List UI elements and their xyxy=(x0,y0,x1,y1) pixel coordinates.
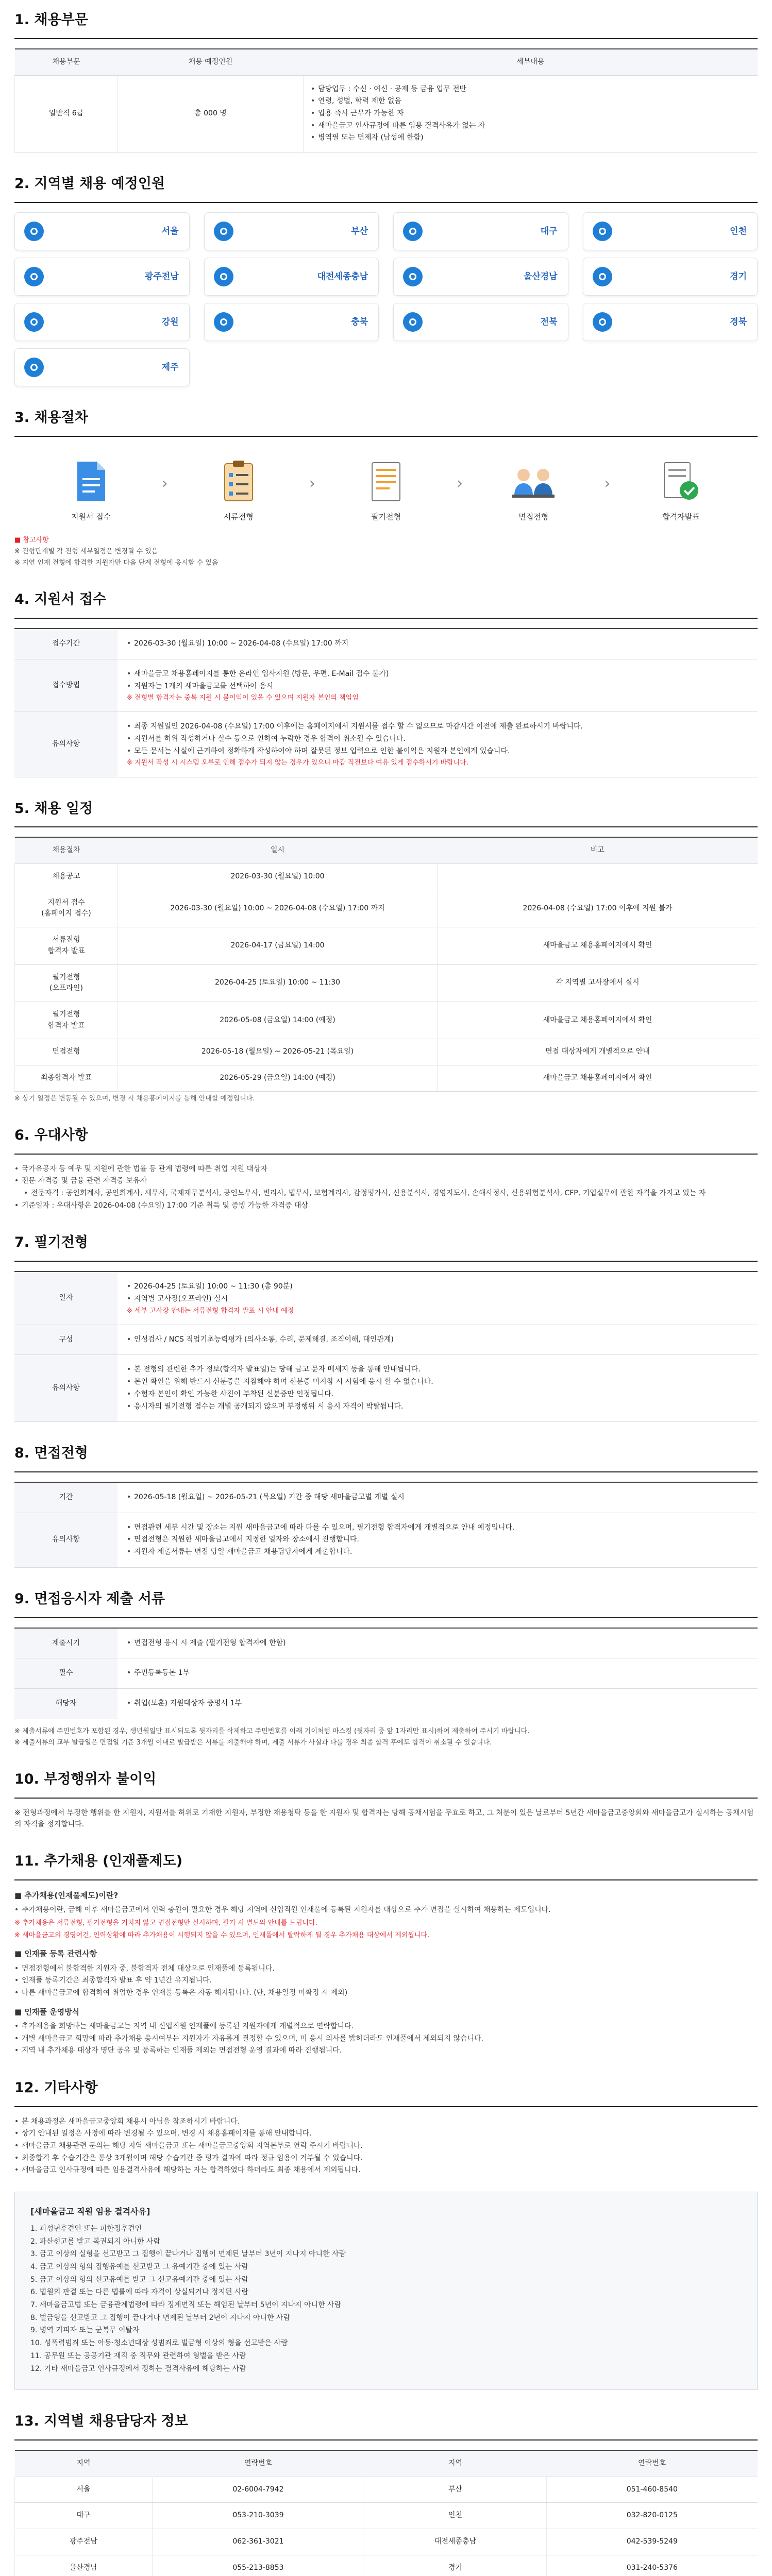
phone-cell: 053-210-3039 xyxy=(152,2503,364,2529)
region-card[interactable] xyxy=(393,303,568,341)
list-item: • 본인 확인을 위해 반드시 신분증을 지참해야 하며 신분증 미지참 시 시험에 응시 할 수 없습니다. xyxy=(127,1377,748,1388)
section-title: 1. 채용부문 xyxy=(14,9,758,39)
note-text: ※ 제출서류의 교부 발급일은 면접일 기준 3개월 이내로 발급받은 서류를 제출해야 하며, 제출 서류가 사실과 다를 경우 최종 합격 후에도 합격이 취소될 수 있습니다. xyxy=(14,1738,492,1747)
chevron-right-icon: › xyxy=(309,474,315,493)
list-item: • 2026-04-25 (토요일) 10:00 ~ 11:30 (총 90분) xyxy=(127,1281,748,1293)
preference-list xyxy=(14,1164,758,1212)
list-item: • 모든 문서는 사실에 근거하여 정확하게 작성하여야 하며 잘못된 정보 입력으로 인한 불이익은 지원자 본인에게 있습니다. xyxy=(127,746,748,757)
list-item: 10. 성폭력범죄 또는 아동·청소년대상 성범죄로 벌금형 이상의 형을 선고받은 사람 xyxy=(30,2339,288,2348)
section-title: 2. 지역별 채용 예정인원 xyxy=(14,173,758,203)
section-title: 5. 채용 일정 xyxy=(14,798,758,828)
region-cell: 대전세종충남 xyxy=(364,2529,547,2555)
region-name: 울산경남 xyxy=(523,271,558,282)
list-item: • 새마을금고 인사규정에 따른 임용결격사유에 해당하는 자는 합격하였다 하더라도 최종 채용에서 제외됩니다. xyxy=(14,2165,758,2176)
list-item: • 새마을금고 채용홈페이지를 통한 온라인 입사지원 (방문, 우편, E-Mail 접수 불가) xyxy=(127,669,748,680)
note-cell: 2026-04-08 (수요일) 17:00 이후에 지원 불가 xyxy=(438,890,758,927)
location-pin-icon xyxy=(24,358,44,377)
section-written xyxy=(14,1232,758,1422)
table-row xyxy=(14,1658,758,1689)
table-row xyxy=(15,2555,758,2576)
list-item: • 추가채용이란, 금해 이후 새마을금고에서 인력 충원이 필요한 경우 해당 지역에 신입직원 인재풀에 등록된 지원자를 대상으로 추가 면접을 실시하여 채용하는 제도입니다. xyxy=(14,1905,758,1916)
note-text: ※ 추가채용은 서류전형, 필기전형을 거치지 않고 면접전형만 실시하며, 필기 시 별도의 안내를 드립니다. xyxy=(14,1919,317,1927)
details-cell xyxy=(304,75,758,152)
section-title: 11. 추가채용 (인재풀제도) xyxy=(14,1851,758,1880)
section-misconduct xyxy=(14,1769,758,1830)
table-row xyxy=(15,1065,758,1091)
row-value xyxy=(118,1628,758,1658)
location-pin-icon xyxy=(214,222,233,241)
list-item: • 면접전형은 지원한 새마을금고에서 지정한 일자와 장소에서 진행합니다. xyxy=(127,1534,748,1546)
col-header: 채용부문 xyxy=(15,49,118,75)
section-title: 7. 필기전형 xyxy=(14,1232,758,1262)
table-row xyxy=(15,2503,758,2529)
section-title: 13. 지역별 채용담당자 정보 xyxy=(14,2411,758,2441)
region-name: 경기 xyxy=(730,271,747,282)
phone-cell: 032-820-0125 xyxy=(546,2503,758,2529)
col-header: 지역 xyxy=(15,2450,153,2477)
row-label: 기간 xyxy=(14,1482,118,1513)
step-label: 필기전형 xyxy=(371,512,401,521)
col-header: 일시 xyxy=(118,837,438,863)
date-note: ※ 세부 고사장 안내는 서류전형 합격자 발표 시 안내 예정 xyxy=(127,1307,294,1315)
etc-list xyxy=(14,2116,758,2176)
section-title: 9. 면접응시자 제출 서류 xyxy=(14,1588,758,1618)
region-card[interactable] xyxy=(583,303,758,341)
list-item: • 면접관련 세부 시간 및 장소는 지원 새마을금고에 따라 다를 수 있으며, 필기전형 합격자에게 개별적으로 안내 예정입니다. xyxy=(127,1522,748,1534)
date-cell: 2026-03-30 (월요일) 10:00 xyxy=(118,864,438,890)
row-label: 해당자 xyxy=(14,1689,118,1719)
period-value: • 2026-03-30 (월요일) 10:00 ~ 2026-04-08 (수요일) 17:00 까지 xyxy=(127,638,748,650)
note-heading: ■ 참고사항 xyxy=(14,536,49,544)
step-interview xyxy=(492,456,575,523)
chevron-right-icon: › xyxy=(161,474,168,493)
list-item: • 지원자 제출서류는 면접 당일 새마을금고 채용담당자에게 제출합니다. xyxy=(127,1547,748,1558)
date-cell: 2026-03-30 (월요일) 10:00 ~ 2026-04-08 (수요일) 17:00 까지 xyxy=(118,890,438,927)
region-name: 대구 xyxy=(540,226,558,236)
step-cell: 지원서 접수 (홈페이지 접수) xyxy=(15,890,118,927)
note-cell: 새마을금고 채용홈페이지에서 확인 xyxy=(438,1065,758,1091)
row-label: 접수기간 xyxy=(14,629,118,659)
note-cell: 새마을금고 채용홈페이지에서 확인 xyxy=(438,1002,758,1039)
list-item: • 최종합격 후 수습기간은 통상 3개월이며 해당 수습기간 중 평가 결과에 따라 정규 임용이 거부될 수 있습니다. xyxy=(14,2153,758,2164)
location-pin-icon xyxy=(214,267,233,286)
region-card[interactable] xyxy=(204,212,379,250)
step-label: 합격자발표 xyxy=(662,512,700,521)
caution-cell xyxy=(118,1355,758,1422)
list-item: • 지원서를 허위 작성하거나 실수 등으로 인하여 누락한 경우 합격이 취소될 수 있습니다. xyxy=(127,734,748,745)
table-row xyxy=(14,1355,758,1422)
talent-pool-body xyxy=(14,1890,758,2057)
region-cell: 광주전남 xyxy=(15,2529,153,2555)
row-label: 일자 xyxy=(14,1272,118,1325)
phone-cell: 02-6004-7942 xyxy=(152,2477,364,2503)
list-item: • 새마을금고 인사규정에 따른 임용 결격사유가 없는 자 xyxy=(311,121,750,132)
section-title: 10. 부정행위자 불이익 xyxy=(14,1769,758,1799)
location-pin-icon xyxy=(593,312,612,332)
list-item: • 개별 새마을금고 희망에 따라 추가채용 응시여부는 지원자가 자유롭게 결정할 수 있으며, 미 응시 의사를 밝히더라도 인재풀에서 제외되지 않습니다. xyxy=(14,2033,758,2045)
list-item: 1. 피성년후견인 또는 피한정후견인 xyxy=(30,2224,142,2233)
step-label: 지원서 접수 xyxy=(71,512,111,521)
list-item: • 인성검사 / NCS 직업기초능력평가 (의사소통, 수리, 문제해결, 조직이해, 대인관계) xyxy=(127,1334,748,1346)
table-row xyxy=(14,1628,758,1658)
location-pin-icon xyxy=(403,312,423,332)
region-cell: 부산 xyxy=(364,2477,547,2503)
table-row xyxy=(14,629,758,659)
region-name: 부산 xyxy=(351,226,368,236)
region-card[interactable] xyxy=(583,258,758,296)
table-row xyxy=(15,1002,758,1039)
table-row xyxy=(14,1482,758,1513)
list-item: • 지역 내 추가채용 대상자 명단 공유 및 등록하는 인재풀 제외는 면접전형 운영 결과에 따라 진행됩니다. xyxy=(14,2045,758,2057)
phone-cell: 055-213-8853 xyxy=(152,2555,364,2576)
list-item: • 본 채용과정은 새마을금고중앙회 채용시 아님을 참조하시기 바랍니다. xyxy=(14,2116,758,2128)
method-cell xyxy=(118,659,758,712)
table-row xyxy=(14,1272,758,1325)
list-item: 2. 파산선고를 받고 복권되지 아니한 사람 xyxy=(30,2237,160,2246)
section-etc xyxy=(14,2077,758,2390)
col-header: 연락번호 xyxy=(546,2450,758,2477)
location-pin-icon xyxy=(403,267,423,286)
contacts-table xyxy=(14,2450,758,2576)
disqualification-list xyxy=(30,2224,742,2375)
table-row xyxy=(15,2477,758,2503)
list-item: • 담당업무 : 수신 · 여신 · 공제 등 금융 업무 전반 xyxy=(311,84,750,95)
col-header: 비고 xyxy=(438,837,758,863)
interview-table xyxy=(14,1482,758,1568)
table-row xyxy=(15,1039,758,1065)
row-label: 유의사항 xyxy=(14,712,118,777)
table-row xyxy=(15,75,758,152)
list-item: 9. 병역 기피자 또는 군복무 이탈자 xyxy=(30,2326,140,2335)
table-row xyxy=(15,2529,758,2555)
region-card[interactable] xyxy=(393,258,568,296)
row-label: 유의사항 xyxy=(14,1355,118,1422)
phone-cell: 031-240-5376 xyxy=(546,2555,758,2576)
box-title: [새마을금고 직원 임용 결격사유] xyxy=(30,2207,150,2217)
region-cell: 대구 xyxy=(15,2503,153,2529)
caution-cell xyxy=(118,1513,758,1567)
accepted-icon xyxy=(656,456,706,506)
list-item: • 상기 안내된 일정은 사정에 따라 변경될 수 있으며, 변경 시 채용홈페이지를 통해 안내합니다. xyxy=(14,2128,758,2140)
table-row xyxy=(14,1325,758,1355)
section-title: 4. 지원서 접수 xyxy=(14,589,758,619)
location-pin-icon xyxy=(214,312,233,332)
step-label: 서류전형 xyxy=(223,512,254,521)
step-cell: 필기전형 합격자 발표 xyxy=(15,1002,118,1039)
list-item: • 지원자는 1개의 새마을금고를 선택하여 응시 xyxy=(127,681,748,692)
col-header: 지역 xyxy=(364,2450,547,2477)
comp-cell xyxy=(118,1325,758,1355)
document-icon xyxy=(66,456,116,506)
step-announcement xyxy=(640,456,722,523)
region-cell: 경기 xyxy=(364,2555,547,2576)
section-title: 6. 우대사항 xyxy=(14,1125,758,1155)
table-row xyxy=(14,1689,758,1719)
list-item: • 전문 자격증 및 금융 관련 자격증 보유자 xyxy=(14,1176,758,1187)
note-cell: 각 지역별 고사장에서 실시 xyxy=(438,964,758,1002)
section-title: 3. 채용절차 xyxy=(14,407,758,437)
phone-cell: 042-539-5249 xyxy=(546,2529,758,2555)
region-name: 경북 xyxy=(730,316,747,327)
location-pin-icon xyxy=(24,312,44,332)
interview-icon xyxy=(509,456,558,506)
list-item: • 병역필 또는 면제자 (남성에 한함) xyxy=(311,132,750,144)
misconduct-text: ※ 전형과정에서 부정한 행위를 한 지원자, 지원서를 허위로 기재한 지원자, 부정한 채용청탁 등을 한 지원자 및 합격자는 당해 공채시험을 무효로 하고, 그 처분이 있은 날로부터 5년간 새마을금고중앙회와 새마을금고가 실시하는 공채시험의 자격을 정지합니다. xyxy=(14,1808,754,1828)
list-item: • 입용 즉시 근무가 가능한 자 xyxy=(311,108,750,120)
step-cell: 서류전형 합격자 발표 xyxy=(15,927,118,964)
list-item: • 전문자격 : 공인회계사, 공인회계사, 세무사, 국제재무분석사, 공인노무사, 변리사, 법무사, 보험계리사, 감정평가사, 신용분석사, 경영지도사, 손해사정사, 신용위험분석사, CFP, 기업실무에 관한 자격을 가지고 있는 자 xyxy=(24,1188,758,1199)
list-item: 3. 금고 이상의 실형을 선고받고 그 집행이 끝나거나 집행이 면제된 날부터 3년이 지나지 아니한 사람 xyxy=(30,2250,346,2259)
section-talent-pool xyxy=(14,1851,758,2057)
region-card[interactable] xyxy=(583,212,758,250)
region-grid xyxy=(14,212,758,386)
region-name: 제주 xyxy=(161,362,179,372)
dept-cell: 일반직 6급 xyxy=(15,75,118,152)
section-title: 8. 면접전형 xyxy=(14,1443,758,1472)
list-item: • 연령, 성별, 학력 제한 없음 xyxy=(311,96,750,107)
list-item: 8. 벌금형을 선고받고 그 집행이 끝나거나 면제된 날부터 2년이 지나지 아니한 사람 xyxy=(30,2313,290,2322)
list-item: • 취업(보훈) 지원대상자 증명서 1부 xyxy=(127,1698,748,1709)
region-name: 대전세종충남 xyxy=(317,271,368,282)
region-card[interactable] xyxy=(204,303,379,341)
list-item: 5. 금고 이상의 형의 선고유예를 받고 그 선고유예기간 중에 있는 사람 xyxy=(30,2275,249,2284)
col-header: 채용절차 xyxy=(15,837,118,863)
note-text: ※ 제출서류에 주민번호가 포함된 경우, 생년월일만 표시되도록 뒷자리를 삭제하고 주민번호를 이래 기이처럼 마스킹 (뒷자리 중 앞 1자리만 표시)하여 제출하여 주시기 바랍니다. xyxy=(14,1727,530,1735)
list-item: • 2026-05-18 (월요일) ~ 2026-05-21 (목요일) 기간 중 해당 새마을금고별 개별 실시 xyxy=(127,1492,748,1503)
chevron-right-icon: › xyxy=(604,474,611,493)
count-cell: 총 000 명 xyxy=(118,75,304,152)
section-regional xyxy=(14,173,758,386)
section-documents xyxy=(14,1588,758,1748)
date-cell: 2026-05-29 (금요일) 14:00 (예정) xyxy=(118,1065,438,1091)
caution-cell xyxy=(118,712,758,777)
list-item: • 다른 새마을금고에 합격하여 취업한 경우 인재풀 등록은 자동 해지됩니다. (단, 채용일정 미확정 시 제외) xyxy=(14,1988,758,1999)
section-application xyxy=(14,589,758,777)
sub-heading: ■ 추가채용(인재풀제도)이란? xyxy=(14,1891,119,1901)
region-name: 강원 xyxy=(161,316,179,327)
region-card[interactable] xyxy=(393,212,568,250)
sub-heading: ■ 인재풀 등록 관련사항 xyxy=(14,1949,97,1959)
table-row xyxy=(15,927,758,964)
phone-cell: 062-361-3021 xyxy=(152,2529,364,2555)
list-item: 4. 금고 이상의 형의 집행유예를 선고받고 그 유예기간 중에 있는 사람 xyxy=(30,2263,249,2272)
list-item: • 본 전형의 관련한 추가 정보(합격자 발표일)는 당해 금고 문자 메세지 등을 통해 안내됩니다. xyxy=(127,1364,748,1376)
col-header: 채용 예정인원 xyxy=(118,49,304,75)
region-card[interactable] xyxy=(14,258,190,296)
documents-notes xyxy=(14,1726,758,1748)
table-row xyxy=(15,864,758,890)
section-recruit-dept xyxy=(14,9,758,152)
table-row xyxy=(14,1513,758,1567)
exam-paper-icon xyxy=(361,456,411,506)
row-label: 접수방법 xyxy=(14,659,118,712)
table-row xyxy=(14,712,758,777)
date-cell xyxy=(118,1272,758,1325)
list-item: 11. 공무원 또는 공공기관 재직 중 직무와 관련하여 형벌을 받은 사람 xyxy=(30,2351,246,2360)
disqualification-box xyxy=(14,2192,758,2390)
region-name: 인천 xyxy=(730,226,747,236)
list-item: 7. 새마을금고법 또는 금융관계법령에 따라 징계면직 또는 해임된 날부터 5년이 지나지 아니한 사람 xyxy=(30,2301,342,2310)
list-item: • 주민등록등본 1부 xyxy=(127,1668,748,1679)
note-text: ※ 전형단계별 각 전형 세부일정은 변경될 수 있음 xyxy=(14,548,158,556)
caution-note: ※ 지원서 작성 시 시스템 오류로 인해 접수가 되지 않는 경우가 있으니 마감 직전보다 여유 있게 접수하시기 바랍니다. xyxy=(127,759,468,767)
schedule-note: ※ 상기 일정은 변동될 수 있으며, 변경 시 채용홈페이지를 통해 안내할 예정입니다. xyxy=(14,1094,255,1103)
schedule-table xyxy=(14,837,758,1091)
row-label: 유의사항 xyxy=(14,1513,118,1567)
row-value xyxy=(118,1658,758,1689)
checklist-icon xyxy=(214,456,263,506)
list-item: • 새마을금고 채용관련 문의는 해당 지역 새마을금고 또는 새마을금고중앙회 지역본부로 연락 주시기 바랍니다. xyxy=(14,2141,758,2152)
region-card[interactable] xyxy=(14,303,190,341)
date-cell: 2026-05-18 (월요일) ~ 2026-05-21 (목요일) xyxy=(118,1039,438,1065)
list-item: • 국가유공자 등 예우 및 지원에 관한 법률 등 관계 법령에 따른 취업 지원 대상자 xyxy=(14,1164,758,1175)
process-flow xyxy=(14,446,758,528)
chevron-right-icon: › xyxy=(457,474,463,493)
section-schedule xyxy=(14,798,758,1104)
period-cell xyxy=(118,1482,758,1513)
region-cell: 서울 xyxy=(15,2477,153,2503)
table-row xyxy=(15,964,758,1002)
list-item: • 수험자 본인이 확인 가능한 사진이 부착된 신분증만 인정됩니다. xyxy=(127,1389,748,1400)
date-cell: 2026-04-17 (금요일) 14:00 xyxy=(118,927,438,964)
region-card[interactable] xyxy=(204,258,379,296)
region-name: 광주전남 xyxy=(144,271,179,282)
row-value xyxy=(118,1689,758,1719)
table-row xyxy=(15,890,758,927)
recruit-dept-table xyxy=(14,48,758,152)
location-pin-icon xyxy=(24,222,44,241)
step-label: 면접전형 xyxy=(518,512,549,521)
process-notes xyxy=(14,535,758,568)
section-process xyxy=(14,407,758,569)
section-title: 12. 기타사항 xyxy=(14,2077,758,2107)
list-item: • 최종 지원일인 2026-04-08 (수요일) 17:00 이후에는 홈페이지에서 지원서를 접수 할 수 없으므로 마감시간 이전에 제출 완료하시기 바랍니다. xyxy=(127,721,748,733)
col-header: 연락번호 xyxy=(152,2450,364,2477)
note-text: ※ 새마을금고의 경영여건, 인력상황에 따라 추가채용이 시행되지 않을 수 있으며, 인재풀에서 탈락하게 될 경우 추가채용 대상에서 제외됩니다. xyxy=(14,1931,430,1940)
location-pin-icon xyxy=(593,222,612,241)
region-cell: 인천 xyxy=(364,2503,547,2529)
section-contacts xyxy=(14,2411,758,2576)
step-cell: 면접전형 xyxy=(15,1039,118,1065)
col-header: 세부내용 xyxy=(304,49,758,75)
step-cell: 최종합격자 발표 xyxy=(15,1065,118,1091)
note-cell xyxy=(438,864,758,890)
date-cell: 2026-05-08 (금요일) 14:00 (예정) xyxy=(118,1002,438,1039)
list-item: • 면접전형 응시 시 제출 (필기전형 합격자에 한함) xyxy=(127,1638,748,1649)
written-table xyxy=(14,1271,758,1422)
list-item: • 인재풀 등록기간은 최종합격자 발표 후 약 1년간 유지됩니다. xyxy=(14,1975,758,1987)
section-interview xyxy=(14,1443,758,1568)
step-application xyxy=(50,456,132,523)
location-pin-icon xyxy=(593,267,612,286)
row-label: 구성 xyxy=(14,1325,118,1355)
note-text: ※ 지연 인재 전형에 합격한 지원자만 다음 단계 전형에 응시할 수 있음 xyxy=(14,559,219,567)
step-written xyxy=(345,456,427,523)
list-item: 12. 기타 새마을금고 인사규정에서 정하는 결격사유에 해당하는 사람 xyxy=(30,2364,246,2373)
list-item: • 면접전형에서 불합격한 지원자 중, 불합격자 전체 대상으로 인재풀에 등록됩니다. xyxy=(14,1963,758,1975)
step-documents xyxy=(197,456,280,523)
region-card[interactable] xyxy=(14,212,190,250)
region-name: 충북 xyxy=(351,316,368,327)
section-preference xyxy=(14,1125,758,1212)
list-item: • 지역별 고사장(오프라인) 실시 xyxy=(127,1294,748,1305)
region-name: 전북 xyxy=(540,316,558,327)
documents-table xyxy=(14,1628,758,1719)
list-item: 6. 법원의 판결 또는 다른 법률에 따라 자격이 상실되거나 정지된 사람 xyxy=(30,2288,249,2297)
date-cell: 2026-04-25 (토요일) 10:00 ~ 11:30 xyxy=(118,964,438,1002)
method-note: ※ 전형별 합격자는 중복 지원 시 불이익이 있을 수 있으며 지원자 본인의 책임임 xyxy=(127,694,359,702)
table-row xyxy=(14,659,758,712)
location-pin-icon xyxy=(24,267,44,286)
region-cell: 울산경남 xyxy=(15,2555,153,2576)
sub-heading: ■ 인재풀 운영방식 xyxy=(14,2007,80,2016)
step-cell: 채용공고 xyxy=(15,864,118,890)
note-cell: 새마을금고 채용홈페이지에서 확인 xyxy=(438,927,758,964)
list-item: • 추가채용을 희망하는 새마을금고는 지역 내 신입직원 인재풀에 등록된 지원자에게 개별적으로 연락합니다. xyxy=(14,2021,758,2032)
region-card[interactable] xyxy=(14,348,190,386)
region-name: 서울 xyxy=(161,226,179,236)
step-cell: 필기전형 (오프라인) xyxy=(15,964,118,1002)
note-cell: 면접 대상자에게 개별적으로 안내 xyxy=(438,1039,758,1065)
phone-cell: 051-460-8540 xyxy=(546,2477,758,2503)
application-table xyxy=(14,628,758,777)
period-cell xyxy=(118,629,758,659)
list-item: • 기준일자 : 우대사항은 2026-04-08 (수요일) 17:00 기준 취득 및 증빙 가능한 자격증 대상 xyxy=(14,1200,758,1212)
row-label: 필수 xyxy=(14,1658,118,1689)
location-pin-icon xyxy=(403,222,423,241)
list-item: • 응시자의 필기전형 점수는 개별 공개되지 않으며 부정행위 시 응시 자격이 박탈됩니다. xyxy=(127,1401,748,1413)
row-label: 제출시기 xyxy=(14,1628,118,1658)
